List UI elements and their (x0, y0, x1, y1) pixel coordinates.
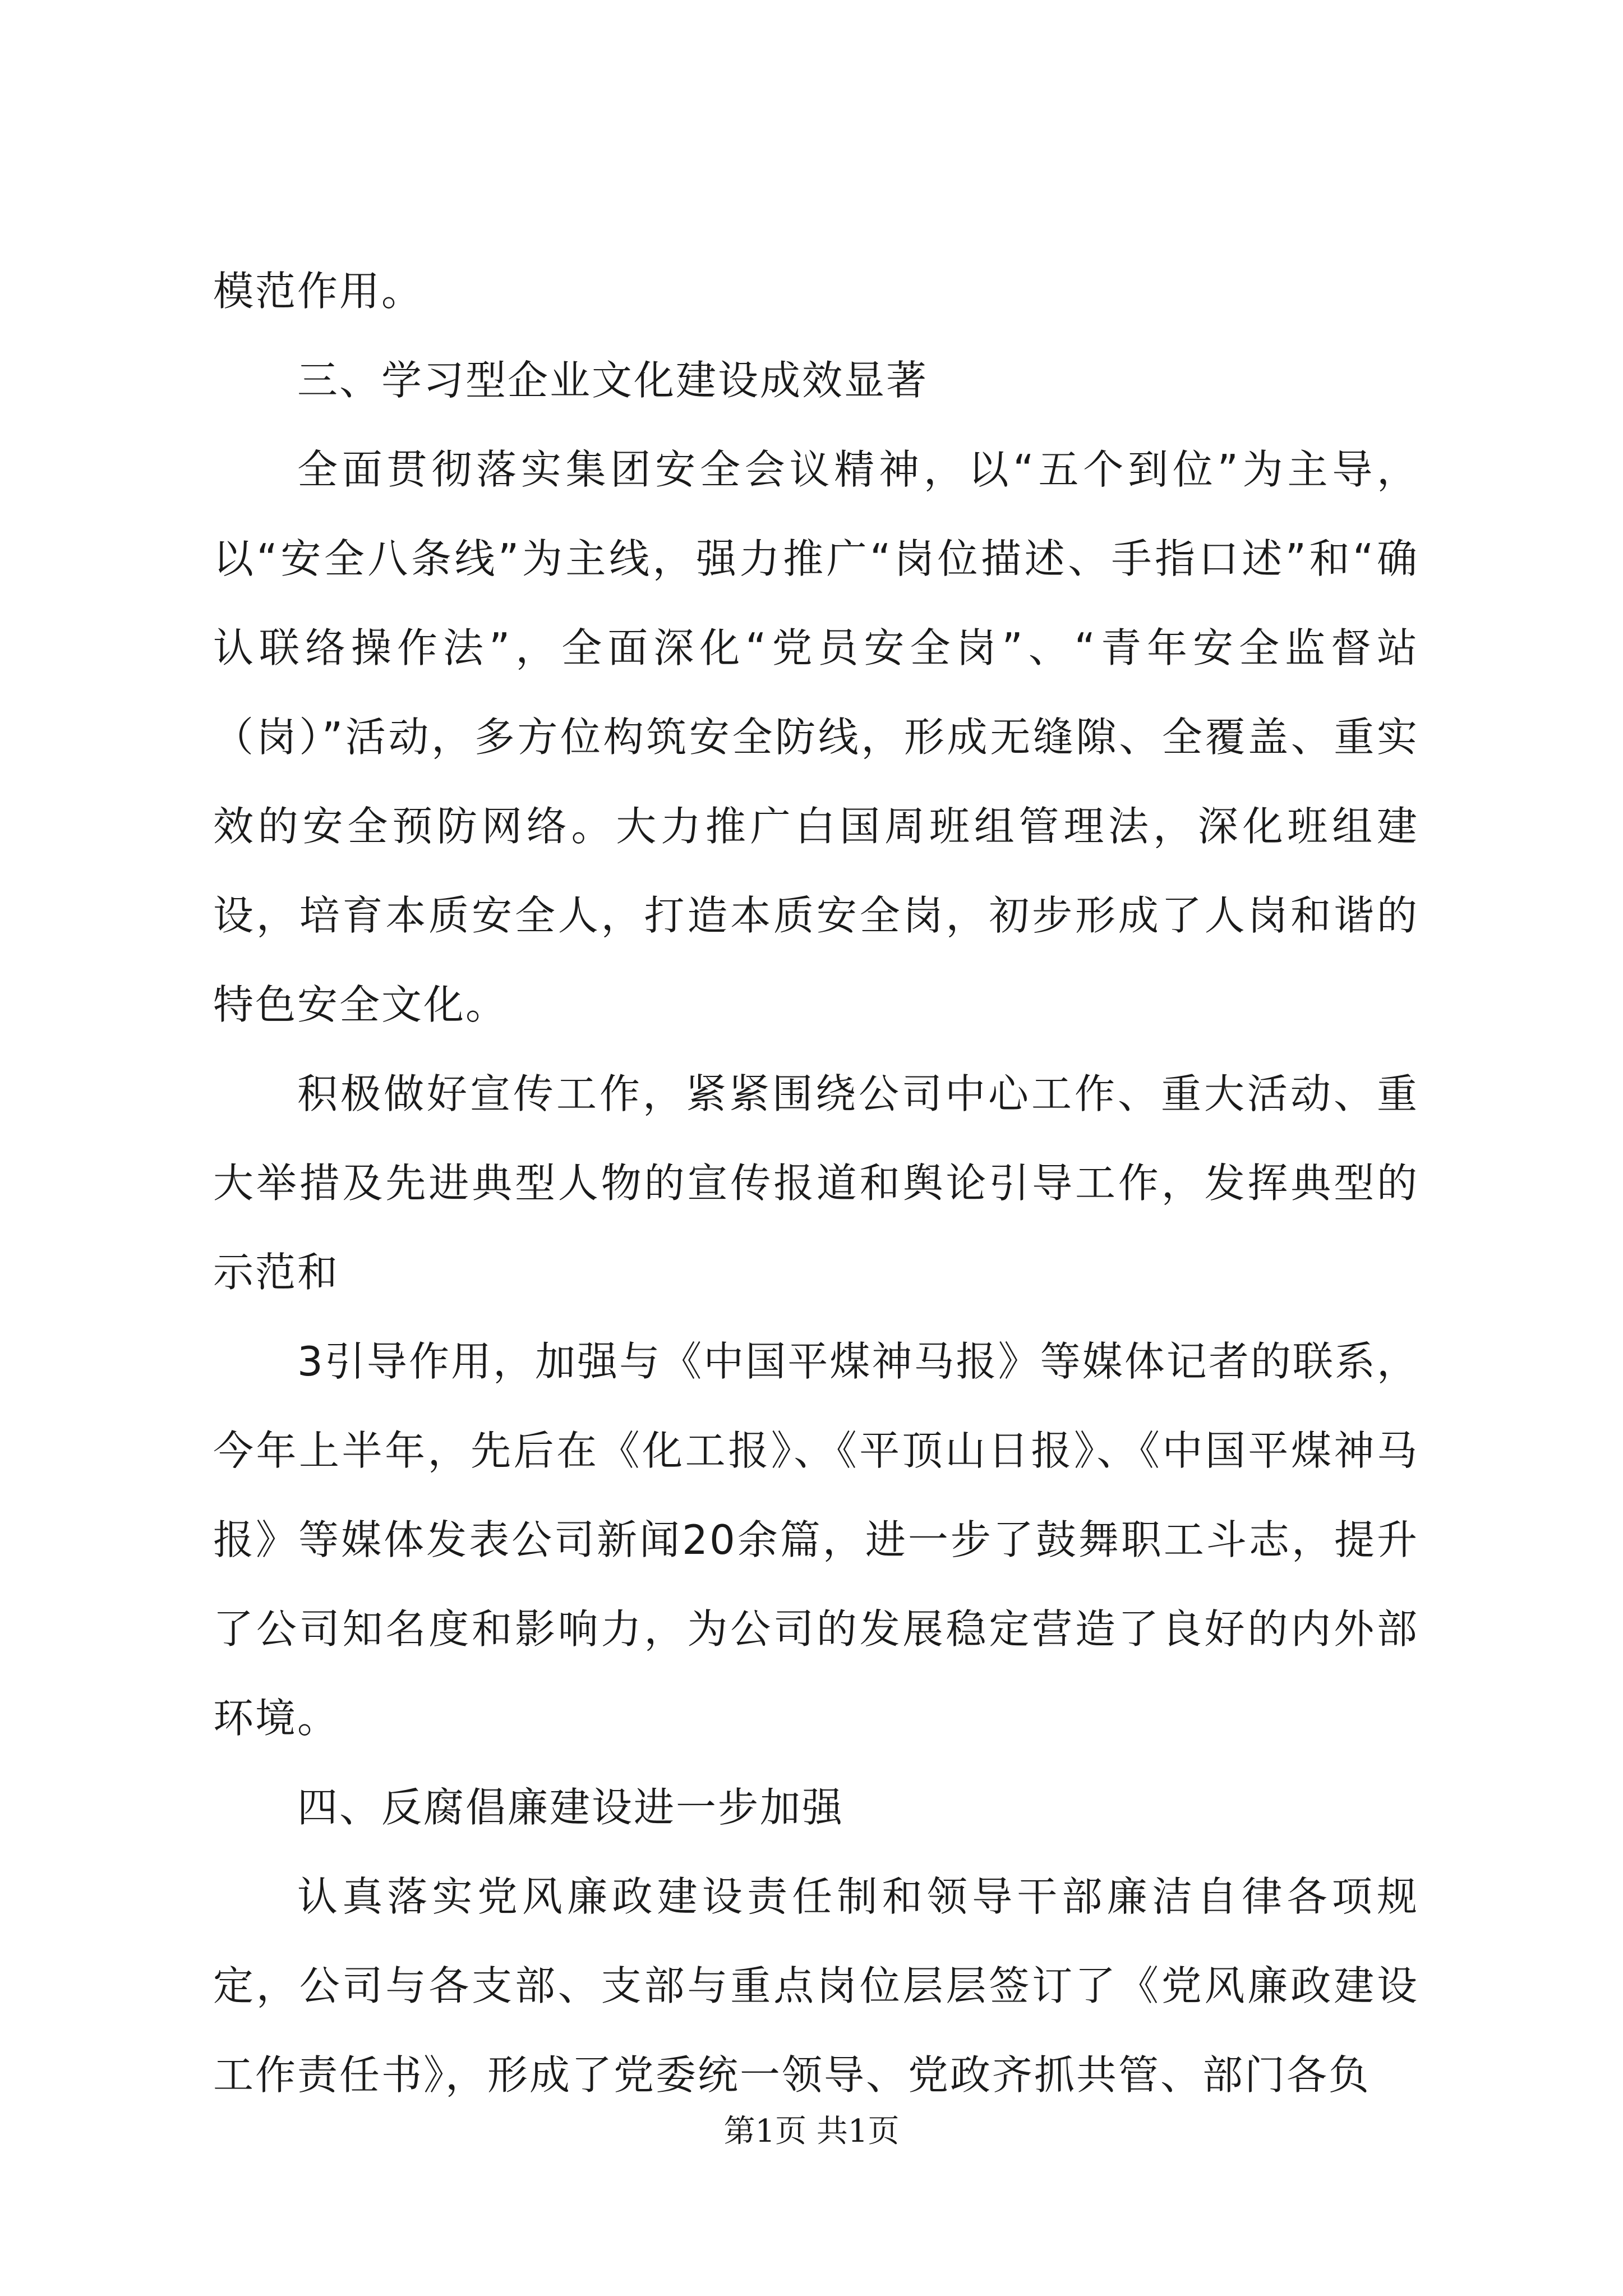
page-footer: 第1页 共1页 (723, 2113, 900, 2150)
paragraph-publicity: 积极做好宣传工作，紧紧围绕公司中心工作、重大活动、重大举措及先进典型人物的宣传报道和舆论引导工作，发挥典型的示范和 (213, 1070, 1419, 1296)
section-heading-3: 三、学习型企业文化建设成效显著 (297, 357, 929, 404)
paragraph-anti-corruption: 认真落实党风廉政建设责任制和领导干部廉洁自律各项规定，公司与各支部、支部与重点岗位层层签订了《党风廉政建设工作责任书》，形成了党委统一领导、党政齐抓共管、部门各负 (213, 1873, 1419, 2099)
paragraph-safety-culture: 全面贯彻落实集团安全会议精神，以“五个到位”为主导，以“安全八条线”为主线，强力推广“岗位描述、手指口述”和“确认联络操作法”，全面深化“党员安全岗”、“青年安全监督站（岗）”活动，多方位构筑安全防线，形成无缝隙、全覆盖、重实效的安全预防网络。大力推广白国周班组管理法，深化班组建设，培育本质安全人，打造本质安全岗，初步形成了人岗和谐的特色安全文化。 (213, 446, 1419, 1028)
paragraph-media: 3引导作用，加强与《中国平煤神马报》等媒体记者的联系，今年上半年，先后在《化工报》、《平顶山日报》、《中国平煤神马报》等媒体发表公司新闻20余篇，进一步了鼓舞职工斗志，提升了公司知名度和影响力，为公司的发展稳定营造了良好的内外部环境。 (213, 1338, 1419, 1742)
section-heading-4: 四、反腐倡廉建设进一步加强 (297, 1784, 845, 1831)
paragraph-continuation: 模范作用。 (213, 268, 424, 315)
document-body (213, 247, 1419, 2120)
